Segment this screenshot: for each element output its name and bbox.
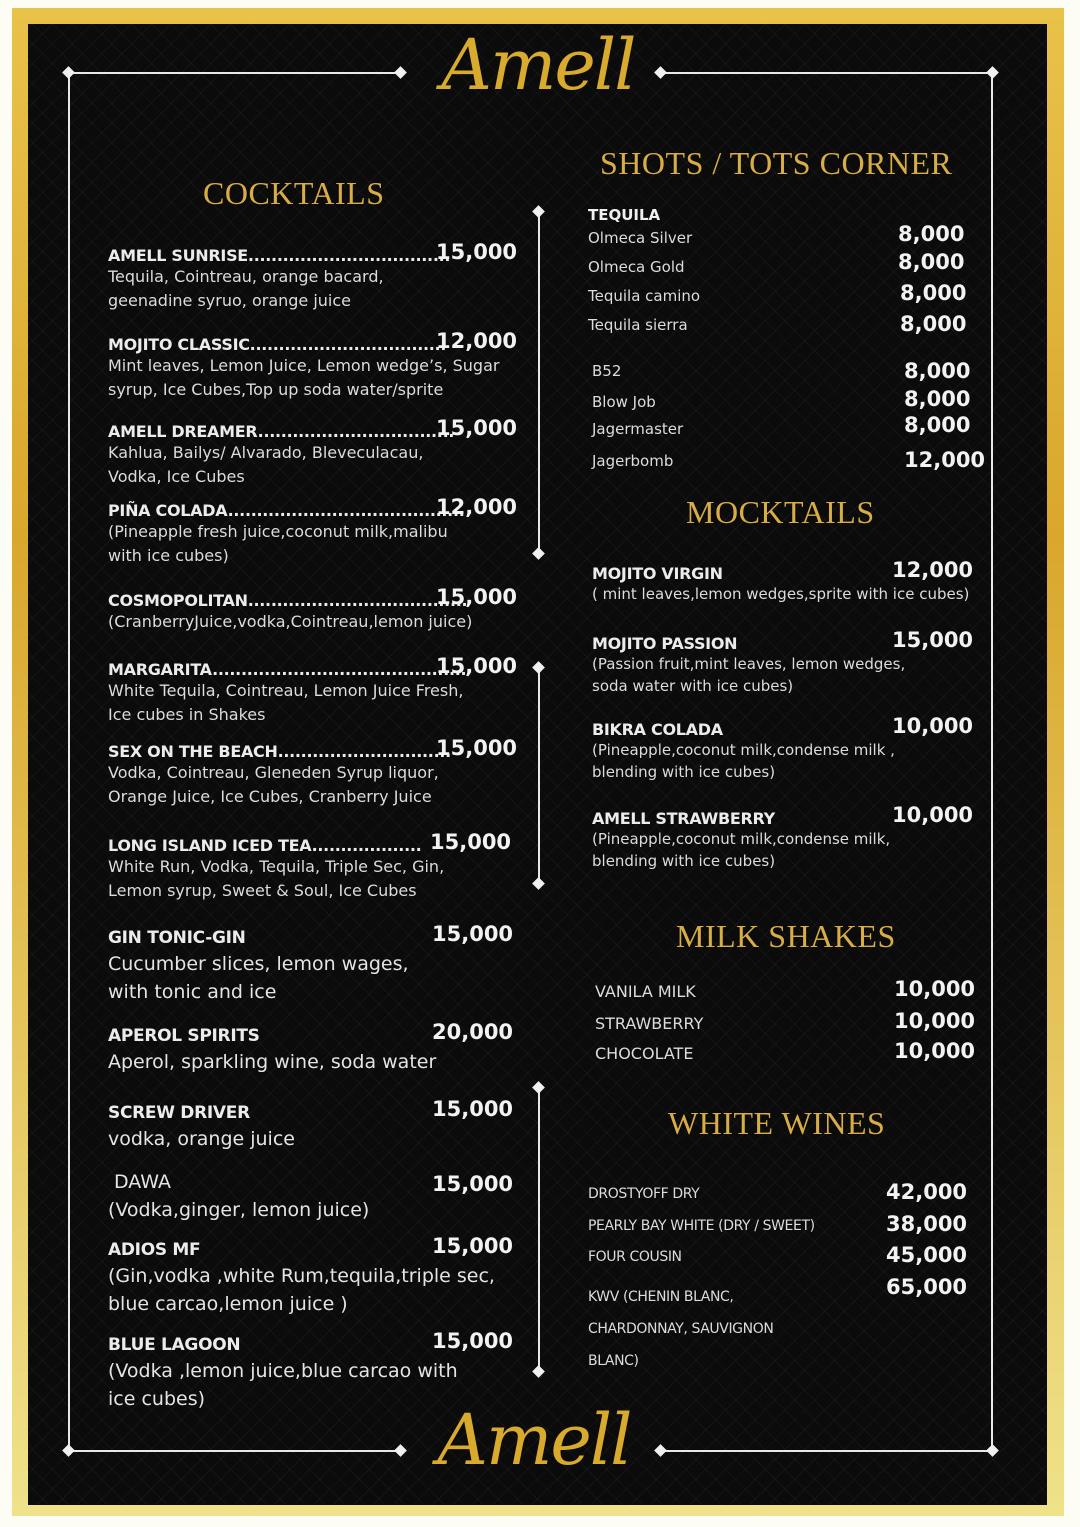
shot-item-price: 8,000 <box>900 281 967 305</box>
item-description: (Pineapple fresh juice,coconut milk,malibu with ice cubes) <box>108 522 448 565</box>
item-name: SEX ON THE BEACH.............................. <box>108 742 451 761</box>
item-name: PIÑA COLADA......................................... <box>108 501 465 520</box>
column-divider <box>538 668 540 884</box>
mocktails-title: MOCKTAILS <box>686 494 875 530</box>
item-price: 10,000 <box>892 714 974 738</box>
item-price: 15,000 <box>892 628 974 652</box>
item-name: SCREW DRIVER <box>108 1103 250 1123</box>
item-price: 12,000 <box>436 329 518 353</box>
item-name: DAWA <box>114 1171 171 1193</box>
milkshake-item-name: VANILA MILK <box>595 982 696 1001</box>
wine-item-name: FOUR COUSIN <box>588 1249 682 1265</box>
shot-item-name: Olmeca Silver <box>588 229 693 247</box>
wines-title: WHITE WINES <box>668 1105 886 1141</box>
wine-item-price: 45,000 <box>886 1243 968 1267</box>
cocktail-item <box>108 736 518 809</box>
item-description: (Vodka ,lemon juice,blue carcao with ice cubes) <box>108 1360 458 1410</box>
item-price: 15,000 <box>430 830 512 854</box>
item-price: 20,000 <box>432 1020 514 1044</box>
wine-item-price: 65,000 <box>886 1275 968 1299</box>
mocktail-item <box>592 714 987 783</box>
cocktail-item <box>108 1097 514 1153</box>
milkshake-item-price: 10,000 <box>894 977 976 1001</box>
item-description: Vodka, Cointreau, Gleneden Syrup liquor, Orange Juice, Ice Cubes, Cranberry Juice <box>108 763 439 806</box>
item-price: 10,000 <box>892 803 974 827</box>
brand-logo-top: Amell <box>441 24 635 106</box>
shot-item-name: B52 <box>592 362 622 380</box>
cocktail-item <box>108 329 518 402</box>
item-description: (CranberryJuice,vodka,Cointreau,lemon juice) <box>108 612 473 631</box>
item-description: Mint leaves, Lemon Juice, Lemon wedge’s, Sugar syrup, Ice Cubes,Top up soda water/sprite <box>108 356 500 399</box>
shots-title: SHOTS / TOTS CORNER <box>600 145 953 181</box>
milkshake-item-price: 10,000 <box>894 1009 976 1033</box>
item-description: Cucumber slices, lemon wages, with tonic and ice <box>108 953 409 1003</box>
cocktail-item <box>108 830 512 903</box>
item-description: Tequila, Cointreau, orange bacard, geenadine syruo, orange juice <box>108 267 384 310</box>
item-description: (Pineapple,coconut milk,condense milk , blending with ice cubes) <box>592 741 895 781</box>
shot-item-name: Tequila camino <box>588 287 701 305</box>
item-description: vodka, orange juice <box>108 1128 295 1150</box>
item-price: 15,000 <box>436 585 518 609</box>
shot-item-name: Jagerbomb <box>592 452 674 470</box>
item-name: MOJITO CLASSIC.................................. <box>108 335 447 354</box>
milkshakes-title: MILK SHAKES <box>676 918 896 954</box>
item-description: Aperol, sparkling wine, soda water <box>108 1051 437 1073</box>
item-price: 12,000 <box>892 558 974 582</box>
cocktail-item <box>108 495 518 568</box>
mocktail-item <box>592 558 987 605</box>
item-name: MARGARITA............................................ <box>108 660 467 679</box>
milkshake-item-name: STRAWBERRY <box>595 1014 704 1033</box>
border-top-left <box>68 72 400 74</box>
column-divider <box>538 1088 540 1372</box>
milkshake-item-name: CHOCOLATE <box>595 1044 694 1063</box>
item-name: GIN TONIC-GIN <box>108 928 246 948</box>
wine-item-price: 38,000 <box>886 1212 968 1236</box>
item-price: 15,000 <box>436 416 518 440</box>
cocktail-item <box>108 654 518 727</box>
shot-item-price: 8,000 <box>904 359 971 383</box>
shot-item-price: 8,000 <box>904 387 971 411</box>
item-description: ( mint leaves,lemon wedges,sprite with ice cubes) <box>592 585 970 603</box>
item-name: COSMOPOLITAN...................................... <box>108 591 468 610</box>
item-description: (Pineapple,coconut milk,condense milk, blending with ice cubes) <box>592 830 891 870</box>
item-name: LONG ISLAND ICED TEA................... <box>108 836 422 855</box>
brand-logo-bottom: Amell <box>437 1399 631 1481</box>
border-left <box>68 72 70 1452</box>
cocktails-title: COCKTAILS <box>203 175 385 211</box>
cocktail-item <box>108 922 514 1006</box>
item-description: (Passion fruit,mint leaves, lemon wedges, soda water with ice cubes) <box>592 655 906 695</box>
cocktail-item <box>108 1329 514 1413</box>
shot-item-name: Tequila sierra <box>588 316 688 334</box>
item-price: 12,000 <box>436 495 518 519</box>
cocktail-item <box>108 585 518 634</box>
border-bottom-right <box>660 1450 993 1452</box>
border-top-right <box>660 72 993 74</box>
wine-item-price: 42,000 <box>886 1180 968 1204</box>
item-name: BLUE LAGOON <box>108 1335 241 1355</box>
item-name: AMELL DREAMER.................................. <box>108 422 455 441</box>
shot-item-name: Jagermaster <box>592 420 684 438</box>
item-name: AMELL SUNRISE................................... <box>108 246 451 265</box>
cocktail-item <box>108 240 518 313</box>
item-price: 15,000 <box>432 1234 514 1258</box>
item-price: 15,000 <box>432 1097 514 1121</box>
column-divider <box>538 212 540 554</box>
item-name: MOJITO VIRGIN <box>592 564 723 583</box>
shot-item-price: 8,000 <box>900 312 967 336</box>
item-description: White Tequila, Cointreau, Lemon Juice Fresh, Ice cubes in Shakes <box>108 681 464 724</box>
item-description: White Run, Vodka, Tequila, Triple Sec, Gin, Lemon syrup, Sweet & Soul, Ice Cubes <box>108 857 445 900</box>
item-name: MOJITO PASSION <box>592 634 738 653</box>
item-name: ADIOS MF <box>108 1240 201 1260</box>
shot-item-price: 12,000 <box>904 448 986 472</box>
cocktail-item <box>108 416 518 489</box>
item-price: 15,000 <box>436 736 518 760</box>
mocktail-item <box>592 803 987 872</box>
cocktail-item <box>108 1168 514 1224</box>
wine-item-name: DROSTYOFF DRY <box>588 1186 700 1202</box>
cocktail-item <box>108 1020 514 1076</box>
wine-item-name: KWV (CHENIN BLANC, CHARDONNAY, SAUVIGNON BLANC) <box>588 1289 774 1369</box>
shot-item-name: Olmeca Gold <box>588 258 685 276</box>
milkshake-item-price: 10,000 <box>894 1039 976 1063</box>
item-description: (Vodka,ginger, lemon juice) <box>108 1199 370 1221</box>
shot-item-price: 8,000 <box>904 413 971 437</box>
wine-item-name: PEARLY BAY WHITE (DRY / SWEET) <box>588 1218 815 1234</box>
border-bottom-left <box>68 1450 400 1452</box>
item-description: Kahlua, Bailys/ Alvarado, Bleveculacau, Vodka, Ice Cubes <box>108 443 424 486</box>
shot-item-price: 8,000 <box>898 222 965 246</box>
cocktail-item <box>108 1234 514 1318</box>
item-name: BIKRA COLADA <box>592 720 723 739</box>
item-price: 15,000 <box>436 654 518 678</box>
item-name: AMELL STRAWBERRY <box>592 809 775 828</box>
item-price: 15,000 <box>432 1329 514 1353</box>
item-price: 15,000 <box>432 1172 514 1196</box>
tequila-subheading: TEQUILA <box>588 206 661 224</box>
mocktail-item <box>592 628 987 697</box>
item-price: 15,000 <box>432 922 514 946</box>
item-description: (Gin,vodka ,white Rum,tequila,triple sec, blue carcao,lemon juice ) <box>108 1265 495 1315</box>
item-price: 15,000 <box>436 240 518 264</box>
item-name: APEROL SPIRITS <box>108 1026 260 1046</box>
shot-item-price: 8,000 <box>898 250 965 274</box>
border-right <box>991 72 993 1452</box>
shot-item-name: Blow Job <box>592 393 656 411</box>
